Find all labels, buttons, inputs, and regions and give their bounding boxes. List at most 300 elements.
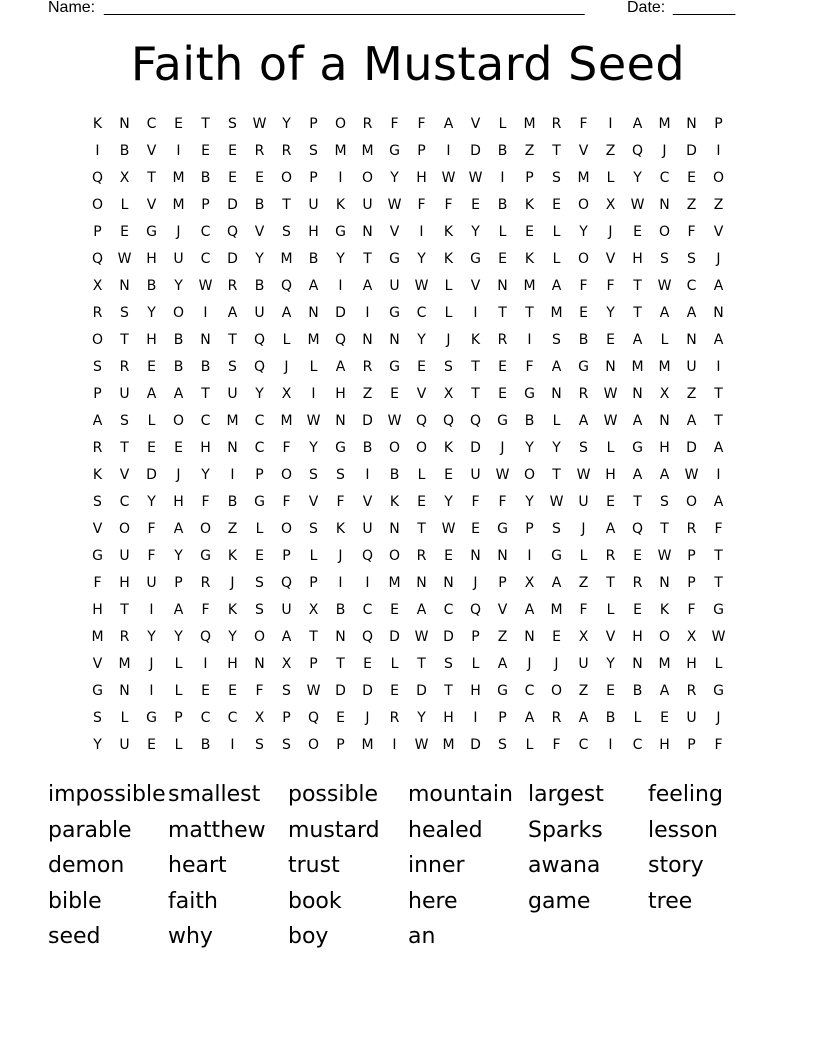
- grid-letter[interactable]: L: [552, 413, 561, 429]
- grid-letter[interactable]: S: [444, 359, 453, 375]
- grid-letter[interactable]: N: [659, 197, 670, 213]
- grid-letter[interactable]: A: [713, 494, 724, 510]
- grid-letter[interactable]: S: [255, 602, 264, 618]
- grid-letter[interactable]: A: [524, 710, 535, 726]
- grid-letter[interactable]: V: [146, 143, 157, 159]
- grid-letter[interactable]: L: [606, 440, 615, 456]
- grid-letter[interactable]: Y: [606, 305, 615, 321]
- grid-letter[interactable]: E: [633, 602, 642, 618]
- grid-letter[interactable]: B: [389, 467, 400, 483]
- grid-letter[interactable]: L: [633, 710, 642, 726]
- grid-letter[interactable]: L: [309, 359, 318, 375]
- grid-letter[interactable]: E: [390, 602, 399, 618]
- grid-letter[interactable]: W: [495, 467, 510, 483]
- grid-letter[interactable]: A: [632, 413, 643, 429]
- grid-letter[interactable]: A: [713, 440, 724, 456]
- grid-letter[interactable]: E: [228, 170, 237, 186]
- grid-letter[interactable]: N: [119, 683, 130, 699]
- grid-letter[interactable]: J: [284, 359, 289, 375]
- grid-letter[interactable]: A: [443, 116, 454, 132]
- grid-letter[interactable]: A: [524, 602, 535, 618]
- grid-letter[interactable]: O: [712, 170, 725, 186]
- grid-letter[interactable]: T: [714, 548, 723, 564]
- grid-letter[interactable]: E: [579, 305, 588, 321]
- grid-letter[interactable]: W: [306, 683, 321, 699]
- grid-letter[interactable]: F: [282, 494, 291, 510]
- grid-letter[interactable]: Y: [147, 494, 156, 510]
- grid-letter[interactable]: Z: [713, 197, 724, 213]
- grid-letter[interactable]: K: [92, 116, 103, 132]
- grid-letter[interactable]: L: [390, 656, 399, 672]
- grid-letter[interactable]: F: [579, 278, 588, 294]
- grid-letter[interactable]: L: [174, 737, 183, 753]
- grid-letter[interactable]: R: [551, 116, 562, 132]
- grid-letter[interactable]: F: [255, 683, 264, 699]
- grid-letter[interactable]: M: [118, 656, 131, 672]
- grid-letter[interactable]: N: [497, 278, 508, 294]
- grid-letter[interactable]: E: [336, 710, 345, 726]
- grid-letter[interactable]: T: [471, 386, 480, 402]
- grid-letter[interactable]: W: [306, 413, 321, 429]
- grid-letter[interactable]: F: [606, 278, 615, 294]
- grid-letter[interactable]: K: [389, 494, 400, 510]
- grid-letter[interactable]: C: [416, 305, 427, 321]
- grid-letter[interactable]: T: [201, 116, 210, 132]
- grid-letter[interactable]: I: [608, 737, 613, 753]
- grid-letter[interactable]: Z: [605, 143, 616, 159]
- grid-letter[interactable]: A: [281, 305, 292, 321]
- grid-letter[interactable]: Y: [147, 305, 156, 321]
- grid-letter[interactable]: K: [443, 224, 454, 240]
- grid-letter[interactable]: S: [309, 467, 318, 483]
- grid-letter[interactable]: R: [686, 683, 697, 699]
- grid-letter[interactable]: K: [443, 440, 454, 456]
- grid-letter[interactable]: F: [687, 224, 696, 240]
- grid-letter[interactable]: W: [657, 278, 672, 294]
- grid-letter[interactable]: T: [498, 305, 507, 321]
- grid-letter[interactable]: F: [714, 737, 723, 753]
- grid-letter[interactable]: Q: [361, 629, 374, 645]
- grid-letter[interactable]: D: [227, 197, 238, 213]
- grid-letter[interactable]: I: [527, 332, 532, 348]
- grid-letter[interactable]: C: [443, 602, 454, 618]
- grid-letter[interactable]: S: [228, 359, 237, 375]
- grid-letter[interactable]: X: [254, 710, 265, 726]
- grid-letter[interactable]: Y: [282, 116, 291, 132]
- name-field-line[interactable]: ______________________________________________________: [104, 0, 585, 16]
- grid-letter[interactable]: H: [632, 251, 643, 267]
- grid-letter[interactable]: S: [120, 305, 129, 321]
- grid-letter[interactable]: M: [577, 170, 590, 186]
- grid-letter[interactable]: B: [497, 197, 508, 213]
- grid-letter[interactable]: V: [92, 656, 103, 672]
- grid-letter[interactable]: M: [172, 197, 185, 213]
- grid-letter[interactable]: U: [119, 386, 130, 402]
- grid-letter[interactable]: F: [147, 521, 156, 537]
- grid-letter[interactable]: O: [91, 197, 104, 213]
- grid-letter[interactable]: N: [200, 332, 211, 348]
- grid-letter[interactable]: P: [687, 548, 696, 564]
- grid-letter[interactable]: U: [254, 305, 265, 321]
- grid-letter[interactable]: I: [338, 278, 343, 294]
- grid-letter[interactable]: A: [686, 413, 697, 429]
- grid-letter[interactable]: Q: [631, 143, 644, 159]
- grid-letter[interactable]: W: [441, 170, 456, 186]
- grid-letter[interactable]: S: [255, 575, 264, 591]
- grid-letter[interactable]: G: [335, 440, 346, 456]
- grid-letter[interactable]: G: [713, 683, 724, 699]
- grid-letter[interactable]: N: [632, 656, 643, 672]
- grid-letter[interactable]: E: [228, 143, 237, 159]
- grid-letter[interactable]: I: [203, 305, 208, 321]
- grid-letter[interactable]: M: [172, 170, 185, 186]
- grid-letter[interactable]: O: [307, 737, 320, 753]
- grid-letter[interactable]: V: [254, 224, 265, 240]
- grid-letter[interactable]: E: [363, 656, 372, 672]
- grid-letter[interactable]: Y: [444, 494, 453, 510]
- grid-letter[interactable]: A: [497, 656, 508, 672]
- grid-letter[interactable]: E: [687, 170, 696, 186]
- grid-letter[interactable]: S: [93, 494, 102, 510]
- grid-letter[interactable]: N: [686, 116, 697, 132]
- grid-letter[interactable]: D: [389, 629, 400, 645]
- grid-letter[interactable]: S: [282, 737, 291, 753]
- grid-letter[interactable]: O: [280, 170, 293, 186]
- grid-letter[interactable]: L: [498, 116, 507, 132]
- grid-letter[interactable]: K: [524, 197, 535, 213]
- grid-letter[interactable]: L: [444, 278, 453, 294]
- grid-letter[interactable]: L: [282, 332, 291, 348]
- grid-letter[interactable]: G: [389, 143, 400, 159]
- grid-letter[interactable]: J: [716, 710, 721, 726]
- grid-letter[interactable]: Z: [686, 386, 697, 402]
- grid-letter[interactable]: Q: [280, 575, 293, 591]
- grid-letter[interactable]: B: [200, 737, 211, 753]
- grid-letter[interactable]: Y: [255, 386, 264, 402]
- grid-letter[interactable]: F: [390, 116, 399, 132]
- grid-letter[interactable]: T: [120, 602, 129, 618]
- grid-letter[interactable]: D: [470, 143, 481, 159]
- grid-letter[interactable]: X: [308, 602, 319, 618]
- grid-letter[interactable]: X: [686, 629, 697, 645]
- grid-letter[interactable]: A: [659, 683, 670, 699]
- grid-letter[interactable]: W: [441, 521, 456, 537]
- grid-letter[interactable]: M: [523, 116, 536, 132]
- grid-letter[interactable]: M: [658, 116, 671, 132]
- grid-letter[interactable]: O: [118, 521, 131, 537]
- grid-letter[interactable]: G: [578, 359, 589, 375]
- grid-letter[interactable]: I: [608, 116, 613, 132]
- grid-letter[interactable]: N: [659, 413, 670, 429]
- grid-letter[interactable]: B: [254, 197, 265, 213]
- grid-letter[interactable]: U: [173, 251, 184, 267]
- grid-letter[interactable]: P: [201, 197, 210, 213]
- grid-letter[interactable]: T: [120, 440, 129, 456]
- grid-letter[interactable]: S: [552, 332, 561, 348]
- grid-letter[interactable]: O: [280, 467, 293, 483]
- grid-letter[interactable]: T: [471, 359, 480, 375]
- grid-letter[interactable]: W: [414, 629, 429, 645]
- grid-letter[interactable]: C: [227, 710, 238, 726]
- grid-letter[interactable]: G: [200, 548, 211, 564]
- grid-letter[interactable]: N: [119, 116, 130, 132]
- grid-letter[interactable]: I: [338, 170, 343, 186]
- grid-letter[interactable]: T: [120, 332, 129, 348]
- grid-letter[interactable]: H: [227, 656, 238, 672]
- grid-letter[interactable]: Y: [417, 251, 426, 267]
- grid-letter[interactable]: A: [659, 305, 670, 321]
- grid-letter[interactable]: M: [658, 359, 671, 375]
- grid-letter[interactable]: U: [686, 359, 697, 375]
- grid-letter[interactable]: O: [388, 548, 401, 564]
- grid-letter[interactable]: E: [201, 683, 210, 699]
- grid-letter[interactable]: D: [335, 305, 346, 321]
- grid-letter[interactable]: H: [416, 170, 427, 186]
- grid-letter[interactable]: O: [658, 224, 671, 240]
- grid-letter[interactable]: W: [468, 170, 483, 186]
- grid-letter[interactable]: R: [254, 143, 265, 159]
- grid-letter[interactable]: V: [362, 494, 373, 510]
- grid-letter[interactable]: W: [387, 413, 402, 429]
- grid-letter[interactable]: A: [632, 116, 643, 132]
- grid-letter[interactable]: B: [497, 143, 508, 159]
- grid-letter[interactable]: E: [660, 710, 669, 726]
- grid-letter[interactable]: G: [389, 359, 400, 375]
- grid-letter[interactable]: A: [551, 278, 562, 294]
- grid-letter[interactable]: C: [524, 683, 535, 699]
- grid-letter[interactable]: V: [119, 467, 130, 483]
- grid-letter[interactable]: N: [659, 575, 670, 591]
- grid-letter[interactable]: O: [172, 305, 185, 321]
- grid-letter[interactable]: Q: [91, 170, 104, 186]
- grid-letter[interactable]: Y: [417, 710, 426, 726]
- grid-letter[interactable]: C: [254, 413, 265, 429]
- grid-letter[interactable]: X: [119, 170, 130, 186]
- grid-letter[interactable]: W: [252, 116, 267, 132]
- grid-letter[interactable]: I: [149, 602, 154, 618]
- grid-letter[interactable]: H: [443, 710, 454, 726]
- grid-letter[interactable]: J: [446, 332, 451, 348]
- grid-letter[interactable]: S: [336, 467, 345, 483]
- grid-letter[interactable]: S: [579, 440, 588, 456]
- grid-letter[interactable]: Y: [309, 440, 318, 456]
- grid-letter[interactable]: Y: [93, 737, 102, 753]
- grid-letter[interactable]: R: [416, 548, 427, 564]
- grid-letter[interactable]: U: [281, 602, 292, 618]
- grid-letter[interactable]: S: [687, 251, 696, 267]
- grid-letter[interactable]: I: [473, 305, 478, 321]
- grid-letter[interactable]: P: [309, 116, 318, 132]
- grid-letter[interactable]: N: [632, 386, 643, 402]
- grid-letter[interactable]: D: [227, 251, 238, 267]
- grid-letter[interactable]: V: [308, 494, 319, 510]
- grid-letter[interactable]: V: [470, 116, 481, 132]
- grid-letter[interactable]: U: [308, 197, 319, 213]
- grid-letter[interactable]: T: [660, 521, 669, 537]
- grid-letter[interactable]: T: [714, 413, 723, 429]
- grid-letter[interactable]: Q: [631, 521, 644, 537]
- grid-letter[interactable]: R: [200, 575, 211, 591]
- grid-letter[interactable]: I: [500, 170, 505, 186]
- grid-letter[interactable]: P: [417, 143, 426, 159]
- grid-letter[interactable]: A: [362, 278, 373, 294]
- grid-letter[interactable]: H: [146, 251, 157, 267]
- grid-letter[interactable]: N: [119, 278, 130, 294]
- grid-letter[interactable]: O: [577, 197, 590, 213]
- grid-letter[interactable]: Y: [174, 548, 183, 564]
- grid-letter[interactable]: J: [176, 224, 181, 240]
- grid-letter[interactable]: N: [551, 386, 562, 402]
- grid-letter[interactable]: L: [552, 224, 561, 240]
- grid-letter[interactable]: Y: [174, 278, 183, 294]
- grid-letter[interactable]: J: [149, 656, 154, 672]
- grid-letter[interactable]: E: [201, 143, 210, 159]
- grid-letter[interactable]: C: [200, 710, 211, 726]
- grid-letter[interactable]: B: [227, 494, 238, 510]
- grid-letter[interactable]: M: [631, 359, 644, 375]
- grid-letter[interactable]: S: [552, 170, 561, 186]
- grid-letter[interactable]: E: [228, 683, 237, 699]
- grid-letter[interactable]: L: [147, 413, 156, 429]
- grid-letter[interactable]: D: [362, 683, 373, 699]
- grid-letter[interactable]: J: [230, 575, 235, 591]
- grid-letter[interactable]: E: [390, 683, 399, 699]
- grid-letter[interactable]: L: [552, 251, 561, 267]
- grid-letter[interactable]: H: [605, 467, 616, 483]
- grid-letter[interactable]: K: [335, 521, 346, 537]
- grid-letter[interactable]: L: [525, 737, 534, 753]
- grid-letter[interactable]: U: [470, 467, 481, 483]
- grid-letter[interactable]: M: [280, 413, 293, 429]
- grid-letter[interactable]: A: [713, 278, 724, 294]
- grid-letter[interactable]: S: [120, 413, 129, 429]
- grid-letter[interactable]: U: [362, 521, 373, 537]
- grid-letter[interactable]: B: [335, 602, 346, 618]
- grid-letter[interactable]: I: [230, 737, 235, 753]
- grid-letter[interactable]: M: [388, 575, 401, 591]
- grid-letter[interactable]: P: [498, 575, 507, 591]
- grid-letter[interactable]: F: [579, 602, 588, 618]
- grid-letter[interactable]: Q: [199, 629, 212, 645]
- grid-letter[interactable]: P: [336, 737, 345, 753]
- grid-letter[interactable]: A: [173, 602, 184, 618]
- grid-letter[interactable]: P: [93, 386, 102, 402]
- grid-letter[interactable]: D: [416, 683, 427, 699]
- grid-letter[interactable]: R: [227, 278, 238, 294]
- grid-letter[interactable]: L: [498, 224, 507, 240]
- grid-letter[interactable]: E: [147, 359, 156, 375]
- grid-letter[interactable]: L: [120, 197, 129, 213]
- grid-letter[interactable]: W: [711, 629, 726, 645]
- grid-letter[interactable]: O: [172, 413, 185, 429]
- grid-letter[interactable]: P: [498, 710, 507, 726]
- grid-letter[interactable]: P: [174, 710, 183, 726]
- grid-letter[interactable]: L: [120, 710, 129, 726]
- grid-letter[interactable]: K: [335, 197, 346, 213]
- grid-letter[interactable]: Y: [228, 629, 237, 645]
- grid-letter[interactable]: H: [308, 224, 319, 240]
- grid-letter[interactable]: X: [281, 656, 292, 672]
- grid-letter[interactable]: F: [417, 116, 426, 132]
- grid-letter[interactable]: A: [578, 413, 589, 429]
- grid-letter[interactable]: L: [444, 305, 453, 321]
- grid-letter[interactable]: I: [716, 467, 721, 483]
- grid-letter[interactable]: Z: [362, 386, 373, 402]
- grid-letter[interactable]: A: [335, 359, 346, 375]
- grid-letter[interactable]: I: [392, 737, 397, 753]
- grid-letter[interactable]: A: [713, 332, 724, 348]
- grid-letter[interactable]: E: [606, 683, 615, 699]
- grid-letter[interactable]: G: [254, 494, 265, 510]
- grid-letter[interactable]: T: [606, 575, 615, 591]
- grid-letter[interactable]: L: [606, 170, 615, 186]
- grid-letter[interactable]: Y: [471, 224, 480, 240]
- grid-letter[interactable]: Q: [415, 413, 428, 429]
- grid-letter[interactable]: F: [579, 116, 588, 132]
- grid-letter[interactable]: S: [552, 521, 561, 537]
- grid-letter[interactable]: J: [338, 548, 343, 564]
- grid-letter[interactable]: P: [282, 548, 291, 564]
- grid-letter[interactable]: I: [365, 305, 370, 321]
- grid-letter[interactable]: N: [362, 224, 373, 240]
- grid-letter[interactable]: M: [550, 305, 563, 321]
- date-field-line[interactable]: _______: [673, 0, 736, 16]
- grid-letter[interactable]: S: [282, 683, 291, 699]
- grid-letter[interactable]: A: [551, 575, 562, 591]
- grid-letter[interactable]: C: [119, 494, 130, 510]
- grid-letter[interactable]: A: [281, 629, 292, 645]
- grid-letter[interactable]: D: [470, 440, 481, 456]
- grid-letter[interactable]: A: [146, 386, 157, 402]
- grid-letter[interactable]: B: [173, 359, 184, 375]
- grid-letter[interactable]: C: [578, 737, 589, 753]
- grid-letter[interactable]: C: [200, 251, 211, 267]
- grid-letter[interactable]: G: [497, 683, 508, 699]
- grid-letter[interactable]: J: [554, 656, 559, 672]
- grid-letter[interactable]: T: [552, 467, 561, 483]
- grid-letter[interactable]: W: [414, 278, 429, 294]
- grid-letter[interactable]: D: [362, 413, 373, 429]
- grid-letter[interactable]: K: [470, 332, 481, 348]
- grid-letter[interactable]: O: [361, 170, 374, 186]
- grid-letter[interactable]: H: [659, 737, 670, 753]
- grid-letter[interactable]: P: [525, 521, 534, 537]
- grid-letter[interactable]: Y: [579, 224, 588, 240]
- grid-letter[interactable]: K: [92, 467, 103, 483]
- grid-letter[interactable]: U: [119, 548, 130, 564]
- grid-letter[interactable]: R: [578, 386, 589, 402]
- grid-letter[interactable]: H: [335, 386, 346, 402]
- grid-letter[interactable]: S: [444, 656, 453, 672]
- grid-letter[interactable]: P: [255, 467, 264, 483]
- grid-letter[interactable]: P: [471, 629, 480, 645]
- grid-letter[interactable]: O: [523, 467, 536, 483]
- grid-letter[interactable]: H: [200, 440, 211, 456]
- grid-letter[interactable]: I: [716, 359, 721, 375]
- grid-letter[interactable]: M: [361, 143, 374, 159]
- grid-letter[interactable]: Q: [361, 548, 374, 564]
- grid-letter[interactable]: K: [659, 602, 670, 618]
- grid-letter[interactable]: E: [174, 116, 183, 132]
- grid-letter[interactable]: Y: [174, 629, 183, 645]
- grid-letter[interactable]: Q: [91, 251, 104, 267]
- grid-letter[interactable]: J: [176, 467, 181, 483]
- grid-letter[interactable]: N: [416, 575, 427, 591]
- grid-letter[interactable]: E: [633, 548, 642, 564]
- grid-letter[interactable]: A: [605, 521, 616, 537]
- grid-letter[interactable]: E: [498, 251, 507, 267]
- grid-letter[interactable]: J: [581, 521, 586, 537]
